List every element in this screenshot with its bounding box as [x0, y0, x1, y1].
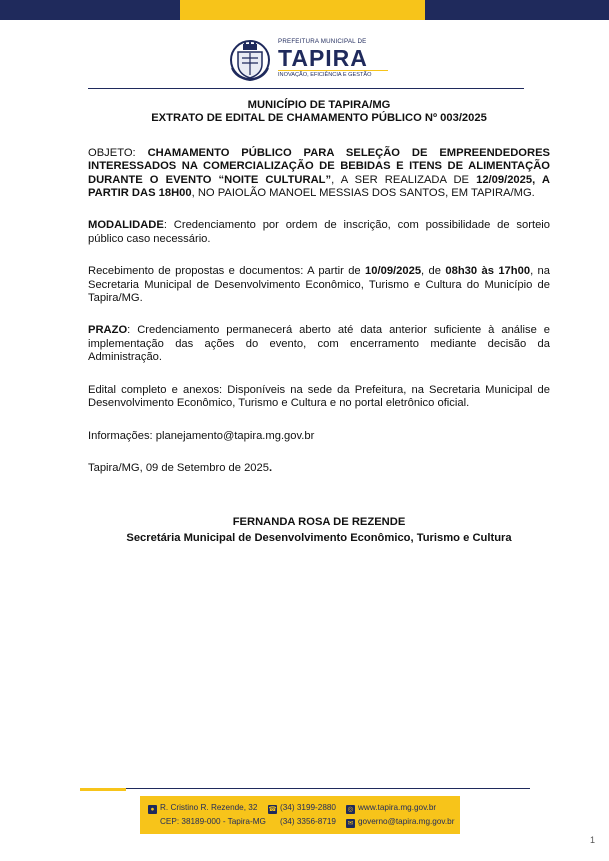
footer-phone-2: (34) 3356-8719 [280, 817, 336, 826]
recebimento-hours: 08h30 às 17h00 [445, 265, 531, 278]
info-email[interactable]: planejamento@tapira.mg.gov.br [155, 429, 315, 442]
objeto-paragraph [88, 147, 550, 201]
recebimento-de: , de [421, 265, 446, 278]
footer-divider [80, 788, 530, 789]
logo-tagline: INOVAÇÃO, EFICIÊNCIA E GESTÃO [278, 70, 388, 78]
recebimento-pre: Recebimento de propostas e documentos: A partir de [88, 265, 366, 278]
footer-phones [268, 801, 336, 829]
prazo-paragraph [88, 324, 550, 364]
modalidade-label: MODALIDADE [88, 219, 164, 232]
objeto-date: 12/09/2025, A PARTIR DAS 18H00 [88, 173, 550, 200]
objeto-bold-text: CHAMAMENTO PÚBLICO PARA SELEÇÃO DE EMPREENDEDORES INTERESSADOS NA COMERCIALIZAÇÃO DE BEBIDAS E ITENS DE ALIMENTAÇÃO DURANTE O EVENTO “NOITE CULTURAL” [88, 146, 550, 186]
footer-address-2: CEP: 38189-000 - Tapira-MG [160, 817, 266, 826]
date-line [88, 462, 550, 475]
location-pin-icon: ● [148, 805, 157, 814]
objeto-label: OBJETO: [88, 146, 148, 159]
top-band-yellow [180, 0, 425, 20]
footer-accent [80, 788, 126, 791]
logo-top-text: PREFEITURA MUNICIPAL DE [278, 38, 367, 45]
prazo-label: PRAZO [88, 324, 128, 337]
recebimento-date: 10/09/2025 [365, 265, 422, 278]
footer-address [148, 801, 266, 829]
footer-address-1: R. Cristino R. Rezende, 32 [160, 803, 258, 812]
mail-icon: ✉ [347, 820, 354, 827]
prazo-text: : Credenciamento permanecerá aberto até data anterior suficiente à análise e implementação das ações do evento, com encerramento mediante decisão da Administração. [88, 324, 550, 364]
coat-of-arms-icon [228, 38, 272, 82]
objeto-end-text: , NO PAIOLÃO MANOEL MESSIAS DOS SANTOS, EM TAPIRA/MG. [191, 187, 535, 200]
modalidade-paragraph [88, 219, 550, 246]
top-band-navy-left [0, 0, 180, 20]
edital-paragraph: Edital completo e anexos: Disponíveis na sede da Prefeitura, na Secretaria Municipal de Desenvolvimento Econômico, Turismo e Cultura e no portal eletrônico oficial. [88, 383, 550, 410]
document-body [88, 99, 550, 545]
signer-name: FERNANDA ROSA DE REZENDE [232, 516, 406, 529]
modalidade-text: : Credenciamento por ordem de inscrição, com possibilidade de sorteio público caso necessário. [88, 219, 550, 245]
top-band-navy-right [425, 0, 609, 20]
header-divider [88, 88, 524, 89]
municipality-logo [228, 38, 388, 84]
recebimento-post: , na Secretaria Municipal de Desenvolvimento Econômico, Turismo e Cultura do Município de Tapira/MG. [88, 265, 551, 305]
date-period: . [268, 461, 273, 474]
recebimento-paragraph [88, 265, 550, 305]
logo-wordmark [278, 38, 388, 78]
logo-name: TAPIRA [278, 45, 368, 71]
info-label: Informações: [88, 429, 156, 442]
footer-online [346, 801, 454, 829]
footer-email[interactable]: governo@tapira.mg.gov.br [358, 817, 455, 826]
footer-contact-box [140, 796, 460, 834]
informacoes-paragraph [88, 430, 550, 443]
signer-role: Secretária Municipal de Desenvolvimento Econômico, Turismo e Cultura [126, 531, 512, 544]
footer-phone-1: (34) 3199-2880 [280, 803, 336, 812]
document-title-1: MUNICÍPIO DE TAPIRA/MG [247, 99, 391, 111]
document-title-2: EXTRATO DE EDITAL DE CHAMAMENTO PÚBLICO Nº 003/2025 [151, 112, 487, 125]
objeto-mid-text: , A SER REALIZADA DE [331, 173, 477, 186]
phone-icon: ☎ [268, 806, 277, 813]
date-text: Tapira/MG, 09 de Setembro de 2025 [88, 461, 269, 474]
page-number: 1 [590, 835, 596, 845]
footer-website[interactable]: www.tapira.mg.gov.br [358, 803, 437, 812]
globe-icon: ◎ [347, 806, 354, 813]
top-color-band [0, 0, 609, 20]
